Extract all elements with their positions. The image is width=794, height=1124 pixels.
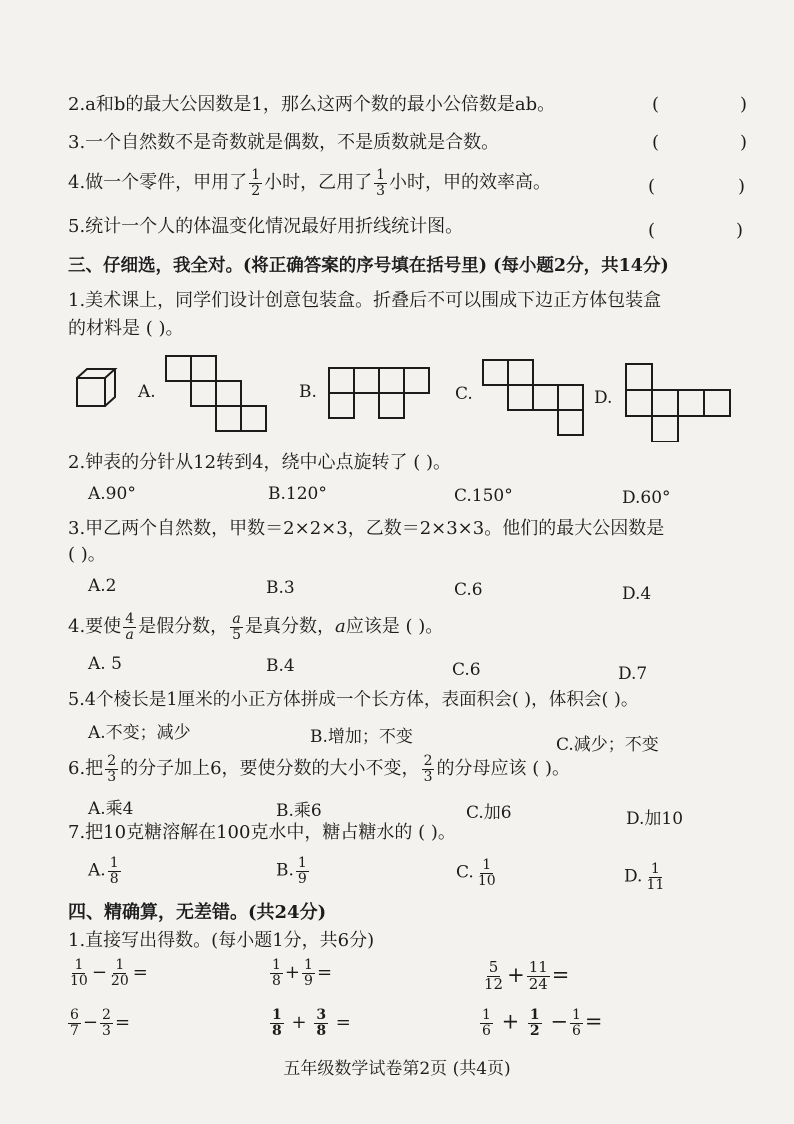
q4-post-2: 应该是 ( )。	[345, 616, 444, 638]
answer-paren-close: )	[740, 132, 748, 153]
q7-option-d[interactable]	[624, 862, 668, 892]
fraction	[68, 1008, 81, 1038]
q3-option-b[interactable]: B.3	[266, 578, 295, 598]
numerator: 5	[488, 958, 499, 976]
tf-item-4-mid: 小时，乙用了	[264, 172, 373, 194]
operator: −	[82, 1012, 99, 1034]
fraction	[68, 958, 90, 988]
q4-option-d[interactable]: D.7	[618, 664, 648, 684]
cube-net-d[interactable]	[624, 362, 736, 442]
denominator: 8	[316, 1022, 327, 1039]
denominator: 20	[110, 972, 129, 989]
option-label: A.	[88, 860, 106, 881]
operator: +	[291, 1012, 307, 1034]
section-4-title: 四、精确算，无差错。(共24分)	[68, 902, 327, 923]
question-5: 5.4个棱长是1厘米的小正方体拼成一个长方体，表面积会( )，体积会( )。	[68, 690, 639, 710]
fraction	[105, 754, 118, 784]
calc-item-4	[66, 1008, 130, 1038]
numerator: 1	[272, 1007, 282, 1023]
numerator: 1	[251, 167, 261, 183]
q7-option-b[interactable]	[276, 856, 311, 886]
q6-option-d[interactable]: D.加10	[626, 809, 684, 829]
numerator: 1	[297, 855, 307, 871]
numerator: 6	[70, 1007, 79, 1023]
fraction	[570, 1008, 583, 1038]
tf-item-2-text: 2.a和b的最大公因数是1，那么这两个数的最小公倍数是ab。	[68, 94, 556, 115]
fraction	[527, 960, 550, 993]
option-label: D.	[624, 866, 643, 887]
q1-option-b-label[interactable]: B.	[299, 382, 317, 402]
page-footer: 五年级数学试卷第2页 (共4页)	[283, 1059, 511, 1079]
cube-net-c[interactable]	[481, 358, 587, 438]
q5-option-a[interactable]: A.不变；减少	[88, 723, 191, 743]
q4-pre: 4.要使	[68, 616, 122, 638]
fraction	[374, 168, 387, 198]
fraction	[270, 1008, 284, 1038]
denominator: 8	[272, 1022, 282, 1039]
option-label: B.	[276, 860, 294, 881]
denominator: 6	[571, 1022, 581, 1039]
q4-option-b[interactable]: B.4	[266, 656, 295, 676]
q4-option-c[interactable]: C.6	[452, 660, 481, 680]
calc-item-6	[478, 1008, 602, 1038]
fraction	[644, 862, 666, 892]
operator: −	[91, 962, 107, 984]
option-label: C.	[456, 862, 474, 883]
denominator: 3	[107, 768, 117, 785]
question-4	[68, 612, 443, 642]
q1-option-d-label[interactable]: D.	[594, 388, 613, 408]
answer-paren-open: (	[652, 132, 660, 153]
fraction	[230, 612, 243, 642]
q3-option-c[interactable]: C.6	[454, 580, 483, 600]
denominator: 9	[297, 870, 307, 887]
numerator: 1	[529, 1007, 540, 1023]
denominator: 7	[70, 1022, 79, 1039]
fraction	[482, 960, 505, 993]
tf-item-4-post: 小时，甲的效率高。	[389, 172, 552, 194]
tf-item-4	[68, 168, 551, 198]
fraction	[270, 958, 283, 988]
q5-option-c[interactable]: C.减少；不变	[556, 735, 659, 755]
denominator: 5	[232, 626, 242, 643]
tf-item-5	[68, 216, 463, 238]
q6-pre: 6.把	[68, 758, 104, 780]
fraction	[476, 858, 498, 888]
tf-item-4-pre: 4.做一个零件，甲用了	[68, 172, 248, 194]
answer-paren-close: )	[740, 94, 748, 115]
numerator: 1	[482, 1007, 491, 1023]
answer-paren-open: (	[648, 176, 656, 197]
fraction	[109, 958, 131, 988]
denominator: 11	[646, 876, 665, 893]
fraction	[314, 1008, 328, 1038]
numerator: 1	[482, 857, 492, 873]
question-1-line-1: 1.美术课上，同学们设计创意包装盒。折叠后不可以围成下边正方体包装盒	[68, 290, 662, 311]
q2-option-a[interactable]: A.90°	[88, 484, 136, 504]
numerator: 1	[376, 167, 386, 183]
question-7: 7.把10克糖溶解在100克水中，糖占糖水的 ( )。	[68, 822, 456, 843]
question-3-line-1: 3.甲乙两个自然数，甲数＝2×2×3，乙数＝2×3×3。他们的最大公因数是	[68, 518, 665, 539]
denominator: 24	[528, 974, 548, 993]
question-6	[68, 754, 570, 784]
operator: −	[550, 1009, 568, 1034]
numerator: 1	[109, 855, 119, 871]
section-3-title: 三、仔细选，我全对。(将正确答案的序号填在括号里) (每小题2分，共14分)	[68, 256, 669, 276]
calc-item-5	[268, 1008, 351, 1038]
equals: =	[316, 962, 333, 984]
q3-option-d[interactable]: D.4	[622, 584, 652, 604]
denominator: 3	[102, 1022, 111, 1039]
q7-option-c[interactable]	[456, 858, 500, 888]
denominator: 3	[376, 182, 386, 199]
calc-item-3	[480, 960, 569, 993]
numerator: 2	[423, 753, 433, 769]
denominator: 3	[423, 768, 433, 785]
q7-option-a[interactable]	[88, 856, 123, 886]
numerator: 1	[74, 957, 84, 973]
fraction	[422, 754, 435, 784]
operator: +	[501, 1009, 520, 1034]
question-3-line-2: ( )。	[68, 544, 106, 565]
q2-option-c[interactable]: C.150°	[454, 486, 513, 506]
q4-mid: 是假分数，	[138, 616, 229, 638]
q1-option-a-label[interactable]: A.	[138, 382, 156, 402]
denominator: 10	[70, 972, 88, 989]
denominator: 10	[477, 872, 496, 889]
q1-option-c-label[interactable]: C.	[455, 384, 473, 404]
numerator: a	[232, 611, 241, 627]
question-2: 2.钟表的分针从12转到4，绕中心点旋转了 ( )。	[68, 452, 452, 473]
tf-item-3	[68, 132, 499, 154]
answer-paren-open: (	[648, 220, 656, 241]
operator: +	[284, 962, 301, 984]
q4-option-a[interactable]: A. 5	[88, 654, 122, 674]
numerator: 11	[528, 958, 548, 976]
cube-net-b[interactable]	[327, 366, 433, 422]
q4-variable: a	[335, 616, 346, 638]
calc-item-2	[268, 958, 332, 988]
question-1-line-2: 的材料是 ( )。	[68, 318, 184, 339]
answer-paren-close: )	[736, 220, 744, 241]
tf-item-2	[68, 94, 555, 116]
cube-net-a[interactable]	[164, 354, 270, 434]
equals: =	[114, 1012, 131, 1034]
fraction	[249, 168, 262, 198]
fraction	[528, 1008, 542, 1038]
denominator: 12	[484, 974, 504, 993]
fraction	[296, 856, 309, 886]
fraction	[108, 856, 121, 886]
q6-option-c[interactable]: C.加6	[466, 803, 512, 823]
equals: =	[551, 962, 570, 987]
q5-option-b[interactable]: B.增加；不变	[310, 727, 413, 747]
equals: =	[584, 1009, 603, 1034]
equals: =	[132, 962, 148, 984]
denominator: a	[125, 626, 134, 643]
numerator: 1	[650, 861, 660, 877]
denominator: 2	[529, 1022, 540, 1039]
fraction	[302, 958, 315, 988]
answer-paren-open: (	[652, 94, 660, 115]
q6-option-a[interactable]: A.乘4	[88, 799, 134, 819]
denominator: 6	[482, 1022, 491, 1039]
operator: +	[507, 962, 525, 987]
q6-post: 的分母应该 ( )。	[436, 758, 570, 780]
numerator: 2	[102, 1007, 111, 1023]
fraction	[100, 1008, 113, 1038]
cube-icon	[74, 366, 118, 410]
q3-option-a[interactable]: A.2	[88, 576, 117, 596]
answer-paren-close: )	[738, 176, 746, 197]
fraction	[480, 1008, 493, 1038]
q2-option-d[interactable]: D.60°	[622, 488, 671, 508]
q6-mid: 的分子加上6，要使分数的大小不变，	[120, 758, 420, 780]
numerator: 1	[272, 957, 281, 973]
q4-post-1: 是真分数，	[245, 616, 336, 638]
denominator: 8	[109, 870, 119, 887]
calc-item-1	[66, 958, 148, 988]
denominator: 2	[251, 182, 261, 199]
numerator: 2	[107, 753, 117, 769]
denominator: 8	[272, 972, 281, 989]
q6-option-b[interactable]: B.乘6	[276, 801, 322, 821]
numerator: 1	[571, 1007, 581, 1023]
numerator: 3	[316, 1007, 327, 1023]
tf-item-3-text: 3.一个自然数不是奇数就是偶数，不是质数就是合数。	[68, 132, 500, 153]
q2-option-b[interactable]: B.120°	[268, 484, 327, 504]
section-4-sub-1: 1.直接写出得数。(每小题1分，共6分)	[68, 930, 375, 951]
numerator: 1	[115, 957, 125, 973]
fraction	[123, 612, 136, 642]
numerator: 1	[304, 957, 313, 973]
equals: =	[335, 1012, 351, 1034]
numerator: 4	[125, 611, 135, 627]
tf-item-5-text: 5.统计一个人的体温变化情况最好用折线统计图。	[68, 216, 464, 237]
denominator: 9	[304, 972, 313, 989]
